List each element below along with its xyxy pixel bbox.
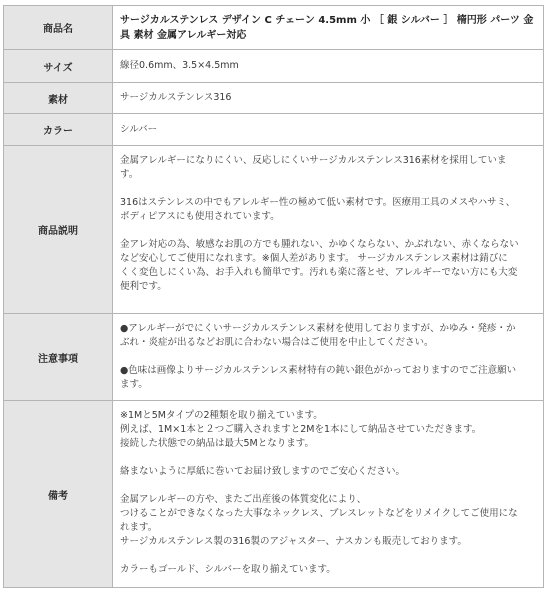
- remarks-line: つけることができなくなった大事なネックレス、ブレスレットなどをリメイクしてご使用にな: [120, 508, 518, 519]
- color-text: シルバー: [120, 123, 158, 135]
- value-size: [113, 50, 544, 83]
- description-line: ボディピアスにも使用されています。: [120, 211, 280, 222]
- remarks-paragraph: [120, 465, 535, 479]
- label-notes: 注意事項: [4, 314, 113, 401]
- value-product-name: [113, 6, 544, 50]
- notes-line: ●アレルギーがでにくいサージカルステンレス素材を使用しておりますが、かゆみ・発疹・か: [120, 323, 516, 334]
- product-name-line: サージカルステンレス デザイン C チェーン 4.5mm 小 ［ 銀 シルバー ］ 楕円形 パーツ 金: [120, 14, 534, 26]
- notes-line: ●色味は画像よりサージカルステンレス素材特有の鈍い銀色がかっておりますのでご注意願い: [120, 365, 517, 376]
- remarks-paragraph: [120, 409, 535, 451]
- material-text: サージカルステンレス316: [120, 92, 232, 103]
- row-remarks: [4, 401, 544, 588]
- row-size: [4, 50, 544, 83]
- product-name-line: 具 素材 金属アレルギー対応: [120, 29, 247, 41]
- label-description: 商品説明: [4, 146, 113, 314]
- description-line: 316はステンレスの中でもアレルギー性の極めて低い素材です。医療用工具のメスやハサミ、: [120, 197, 516, 208]
- value-description: [113, 146, 544, 314]
- description-line: 便利です。: [120, 281, 167, 292]
- description-paragraph: [120, 196, 535, 224]
- notes-line: ます。: [120, 379, 148, 390]
- row-notes: [4, 314, 544, 401]
- notes-paragraph: [120, 364, 535, 392]
- value-remarks: [113, 401, 544, 588]
- description-line: す。: [120, 169, 139, 180]
- remarks-line: 金属アレルギーの方や、またご出産後の体質変化により、: [120, 494, 367, 505]
- value-notes: [113, 314, 544, 401]
- description-line: など安心してご使用になれます。※個人差があります。 サージカルステンレス素材は錆びに: [120, 253, 508, 264]
- description-line: くく変色しにくい為、お手入れも簡単です。汚れも楽に落とせ、アレルギーでない方にも大変: [120, 267, 518, 278]
- row-color: [4, 114, 544, 146]
- row-description: [4, 146, 544, 314]
- value-color: [113, 114, 544, 146]
- description-line: 金アレ対応の為、敏感なお肌の方でも腫れない、かゆくならない、かぶれない、赤くならない: [120, 239, 519, 250]
- label-size: サイズ: [4, 50, 113, 83]
- label-product-name: 商品名: [4, 6, 113, 50]
- notes-paragraph: [120, 322, 535, 350]
- label-material: 素材: [4, 83, 113, 114]
- label-color: カラー: [4, 114, 113, 146]
- row-product-name: [4, 6, 544, 50]
- remarks-paragraph: [120, 563, 535, 577]
- remarks-paragraph: [120, 493, 535, 549]
- remarks-line: ※1Mと5Mタイプの2種類を取り揃えています。: [120, 410, 323, 421]
- notes-line: ぶれ・炎症が出るなどお肌に合わない場合はご使用を中止してください。: [120, 337, 434, 348]
- description-line: 金属アレルギーになりにくい、反応しにくいサージカルステンレス316素材を採用していま: [120, 155, 507, 166]
- remarks-line: 例えば、1M×1本と２つご購入されますと2Mを1本にして納品させていただきます。: [120, 424, 482, 435]
- remarks-line: カラーもゴールド、シルバーを取り揃えています。: [120, 564, 336, 575]
- description-paragraph: [120, 154, 535, 182]
- product-spec-table: [3, 5, 544, 588]
- remarks-line: れます。: [120, 522, 158, 533]
- remarks-line: 接続した状態での納品は最大5Mとなります。: [120, 438, 314, 449]
- remarks-line: 絡まないように厚紙に巻いてお届け致しますのでご安心ください。: [120, 466, 406, 477]
- size-text: 線径0.6mm、3.5×4.5mm: [120, 60, 239, 71]
- remarks-line: サージカルステンレス製の316製のアジャスター、ナスカンも販売しております。: [120, 536, 467, 547]
- row-material: [4, 83, 544, 114]
- description-paragraph: [120, 238, 535, 294]
- value-material: [113, 83, 544, 114]
- label-remarks: 備考: [4, 401, 113, 588]
